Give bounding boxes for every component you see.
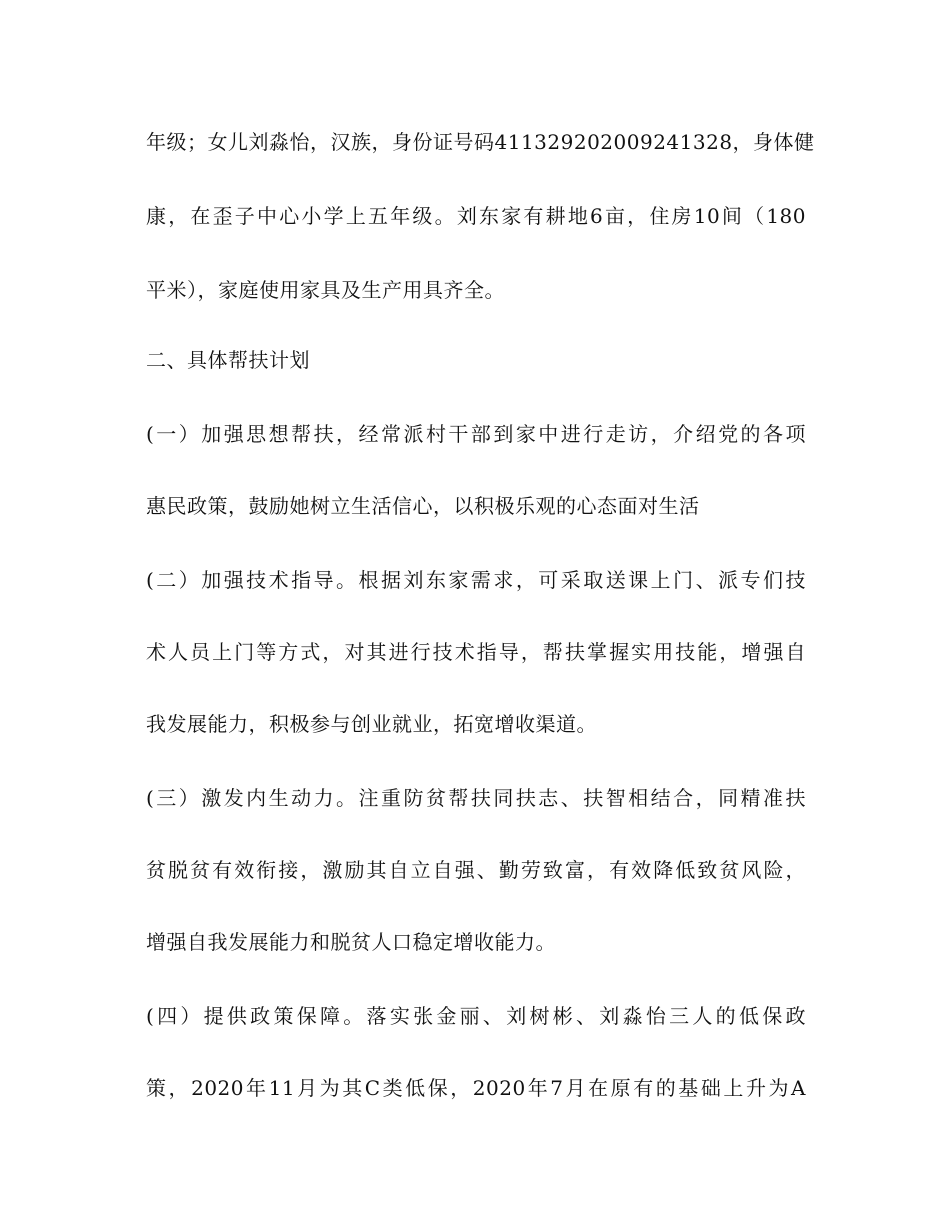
text-line: 策，2020年11月为其C类低保，2020年7月在原有的基础上升为A bbox=[146, 1076, 806, 1100]
text-line: 贫脱贫有效衔接，激励其自立自强、勤劳致富，有效降低致贫风险， bbox=[146, 858, 806, 882]
text-line: 我发展能力，积极参与创业就业，拓宽增收渠道。 bbox=[146, 712, 597, 736]
text-line: (一）加强思想帮扶，经常派村干部到家中进行走访，介绍党的各项 bbox=[146, 422, 806, 446]
text-line: (三）激发内生动力。注重防贫帮扶同扶志、扶智相结合，同精准扶 bbox=[146, 786, 806, 810]
text-line: (二）加强技术指导。根据刘东家需求，可采取送课上门、派专们技 bbox=[146, 568, 806, 592]
text-line: 年级；女儿刘淼怡，汉族，身份证号码411329202009241328，身体健 bbox=[146, 130, 815, 154]
text-line: (四）提供政策保障。落实张金丽、刘树彬、刘淼怡三人的低保政 bbox=[146, 1004, 806, 1028]
text-line: 平米），家庭使用家具及生产用具齐全。 bbox=[146, 278, 505, 302]
text-line: 康，在歪子中心小学上五年级。刘东家有耕地6亩，住房10间（180 bbox=[146, 204, 806, 228]
text-line: 增强自我发展能力和脱贫人口稳定增收能力。 bbox=[146, 930, 556, 954]
text-line: 术人员上门等方式，对其进行技术指导，帮扶掌握实用技能，增强自 bbox=[146, 640, 806, 664]
section-heading: 二、具体帮扶计划 bbox=[146, 348, 310, 372]
text-line: 惠民政策，鼓励她树立生活信心，以积极乐观的心态面对生活 bbox=[146, 494, 700, 518]
